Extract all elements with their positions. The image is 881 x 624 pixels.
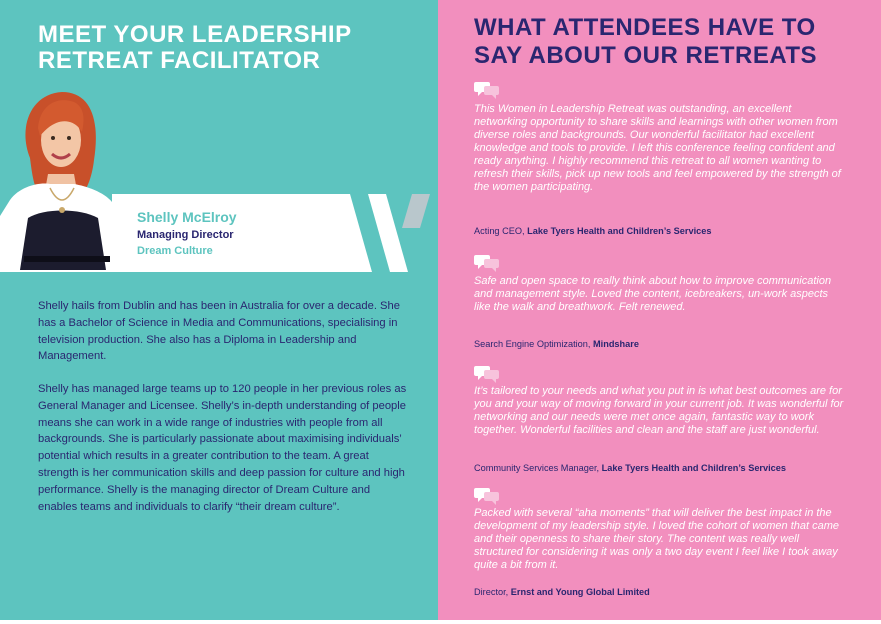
- testimonial-org-4: Ernst and Young Global Limited: [510, 587, 650, 597]
- testimonial-role-4: Director,: [474, 587, 511, 597]
- testimonial-attribution-1: [474, 226, 711, 236]
- facilitator-heading: [38, 22, 418, 74]
- testimonial-attribution-4: [474, 587, 650, 597]
- testimonials-heading-line2: SAY ABOUT OUR RETREATS: [474, 42, 818, 69]
- testimonial-quote-3: It’s tailored to your needs and what you put in is what best outcomes are for you and your way of moving forward in your current job. It was wonderful for networking and our needs were met once again, fantastic way to work together. Wonderful facilities and clean and the staff are just wonderful.: [474, 385, 844, 436]
- testimonial-attribution-3: [474, 463, 786, 473]
- speech-bubble-icon: [474, 253, 500, 273]
- testimonial-role-3: Community Services Manager,: [474, 463, 602, 473]
- bio-paragraph-1: Shelly hails from Dublin and has been in Australia for over a decade. She has a Bachelor of Science in Media and Communications, specialising in television production. She also has a Diploma in Leadership and Management.: [38, 300, 400, 363]
- testimonials-heading-line1: WHAT ATTENDEES HAVE TO: [474, 14, 816, 41]
- facilitator-name: Shelly McElroy: [137, 209, 237, 225]
- bio-paragraph-2: Shelly has managed large teams up to 120 people in her previous roles as General Manager and Licensee. Shelly’s in-depth understanding of people means she can work in a wide range of industries with people from all backgrounds. She is particularly passionate about maximising individuals’ potential which results in a greater contribution to the team. A great strength is her communication skills and deep passion for culture and high performance. Shelly is the managing director of Dream Culture and enables teams and individuals to clarify “their dream culture”.: [38, 383, 407, 513]
- testimonials-heading: [474, 14, 874, 70]
- facilitator-role: Managing Director: [137, 229, 234, 241]
- speech-bubble-icon: [474, 364, 500, 384]
- testimonial-role-1: Acting CEO,: [474, 226, 528, 236]
- testimonial-org-2: Mindshare: [593, 339, 639, 349]
- banner-stripe-2: [368, 194, 408, 272]
- testimonial-org-1: Lake Tyers Health and Children’s Services: [527, 226, 712, 236]
- testimonial-attribution-2: [474, 339, 639, 349]
- testimonial-quote-1: This Women in Leadership Retreat was outstanding, an excellent networking opportunity to share skills and learnings with other women from diverse roles and backgrounds. Our wonderful facilitator had excellent knowledge and tools to provide. I left this conference feeling confident and ready anything. I highly recommend this retreat to all women wanting to refresh their skills, pick up new tools and feel empowered by the strength of the women participating.: [474, 103, 841, 193]
- speech-bubble-icon: [474, 486, 500, 506]
- testimonial-quote-4: Packed with several “aha moments” that will deliver the best impact in the development of my leadership style. I loved the cohort of women that came and their openness to share their story. The content was really well structured for considering it was only a two day event I feel like I took away quite a bit from it.: [474, 507, 840, 571]
- testimonial-org-3: Lake Tyers Health and Children’s Services: [601, 463, 786, 473]
- facilitator-panel: [0, 0, 438, 620]
- facilitator-company: Dream Culture: [137, 245, 213, 257]
- testimonial-quote-2: Safe and open space to really think about how to improve communication and management style. Loved the content, icebreakers, un-work aspects like the walk and breathwork. Felt renewed.: [474, 275, 832, 313]
- facilitator-heading-line1: MEET YOUR LEADERSHIP: [38, 21, 352, 48]
- portrait-illustration: [0, 88, 112, 270]
- facilitator-heading-line2: RETREAT FACILITATOR: [38, 47, 321, 74]
- testimonial-role-2: Search Engine Optimization,: [474, 339, 593, 349]
- banner-stripe-3: [402, 194, 430, 228]
- speech-bubble-icon: [474, 80, 500, 100]
- facilitator-portrait: [0, 88, 112, 270]
- testimonials-panel: [438, 0, 881, 620]
